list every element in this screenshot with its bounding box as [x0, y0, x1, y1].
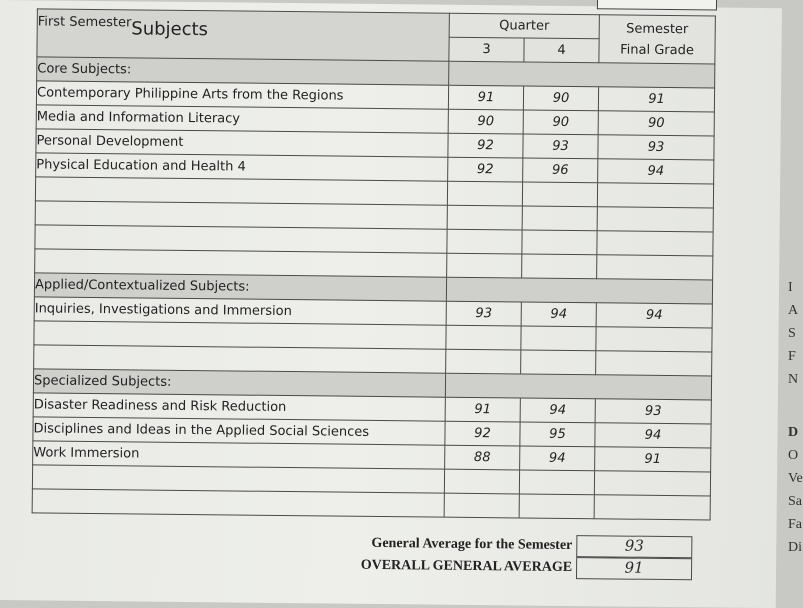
grade-final: 93	[595, 399, 711, 424]
adjacent-page-fragment	[788, 280, 803, 563]
grade-q4: 93	[523, 134, 598, 159]
subject-name: Disaster Readiness and Risk Reduction	[33, 393, 445, 421]
general-average-value: 93	[576, 535, 692, 558]
grade-q4: 94	[520, 446, 595, 471]
side-letter: Sa	[788, 494, 803, 517]
side-letter: N	[788, 372, 803, 395]
overall-average-value: 91	[576, 557, 692, 580]
subject-name: Inquiries, Investigations and Immersion	[34, 297, 446, 325]
section-applied-label: Applied/Contextualized Subjects:	[34, 273, 446, 301]
grade-final: 94	[596, 303, 712, 328]
header-final-grade	[599, 15, 715, 64]
header-semester-subjects	[37, 9, 449, 61]
overall-average-row	[294, 554, 692, 580]
side-letter: Di	[788, 540, 803, 563]
section-core-label: Core Subjects:	[37, 57, 449, 85]
header-subjects: Subjects	[131, 18, 208, 40]
grade-final: 91	[595, 447, 711, 472]
grade-q3: 90	[448, 109, 523, 134]
grade-final: 90	[598, 111, 714, 136]
subject-name: Physical Education and Health 4	[36, 153, 448, 181]
header-semester: First Semester	[38, 14, 132, 30]
grade-q4: 90	[523, 110, 598, 135]
side-letter: F	[788, 349, 803, 372]
grade-q4: 94	[520, 398, 595, 423]
side-letter: Ve	[788, 471, 803, 494]
side-letter: Fa	[788, 517, 803, 540]
grade-q4: 90	[523, 86, 598, 111]
grade-final: 94	[595, 423, 711, 448]
grade-q3: 93	[446, 301, 521, 326]
section-specialized-label: Specialized Subjects:	[33, 369, 445, 397]
grade-final: 93	[598, 135, 714, 160]
side-letter: A	[788, 303, 803, 326]
subject-name: Disciplines and Ideas in the Applied Social Sciences	[33, 417, 445, 445]
overall-average-label: OVERALL GENERAL AVERAGE	[361, 558, 573, 576]
subject-name: Work Immersion	[33, 441, 445, 469]
grade-q3: 92	[445, 421, 520, 446]
grade-q4: 95	[520, 422, 595, 447]
header-quarter: Quarter	[449, 13, 599, 39]
grade-q4: 94	[521, 302, 596, 327]
grade-q3: 92	[448, 157, 523, 182]
subject-name: Media and Information Literacy	[36, 105, 448, 133]
header-final-line1: Semester	[600, 18, 715, 40]
grade-q3: 91	[448, 85, 523, 110]
header-q3: 3	[449, 37, 524, 62]
subject-name: Contemporary Philippine Arts from the Regions	[36, 81, 448, 109]
subject-name: Personal Development	[36, 129, 448, 157]
grade-final: 94	[598, 159, 714, 184]
grade-final: 91	[598, 87, 714, 112]
side-letter: I	[788, 280, 803, 303]
side-letter: O	[788, 448, 803, 471]
side-letter: S	[788, 326, 803, 349]
grade-q3: 88	[445, 445, 520, 470]
previous-average-value	[598, 0, 716, 1]
previous-semester-label	[470, 0, 532, 1]
grade-q4: 96	[523, 158, 598, 183]
grade-q3: 91	[445, 397, 520, 422]
header-row	[37, 9, 715, 40]
grade-q3: 92	[448, 133, 523, 158]
grades-table	[32, 8, 716, 520]
previous-average-box	[597, 0, 717, 11]
general-average-label: General Average for the Semester	[371, 536, 572, 554]
header-final-line2: Final Grade	[599, 39, 714, 61]
header-q4: 4	[524, 38, 599, 63]
side-letter: D	[788, 425, 803, 448]
